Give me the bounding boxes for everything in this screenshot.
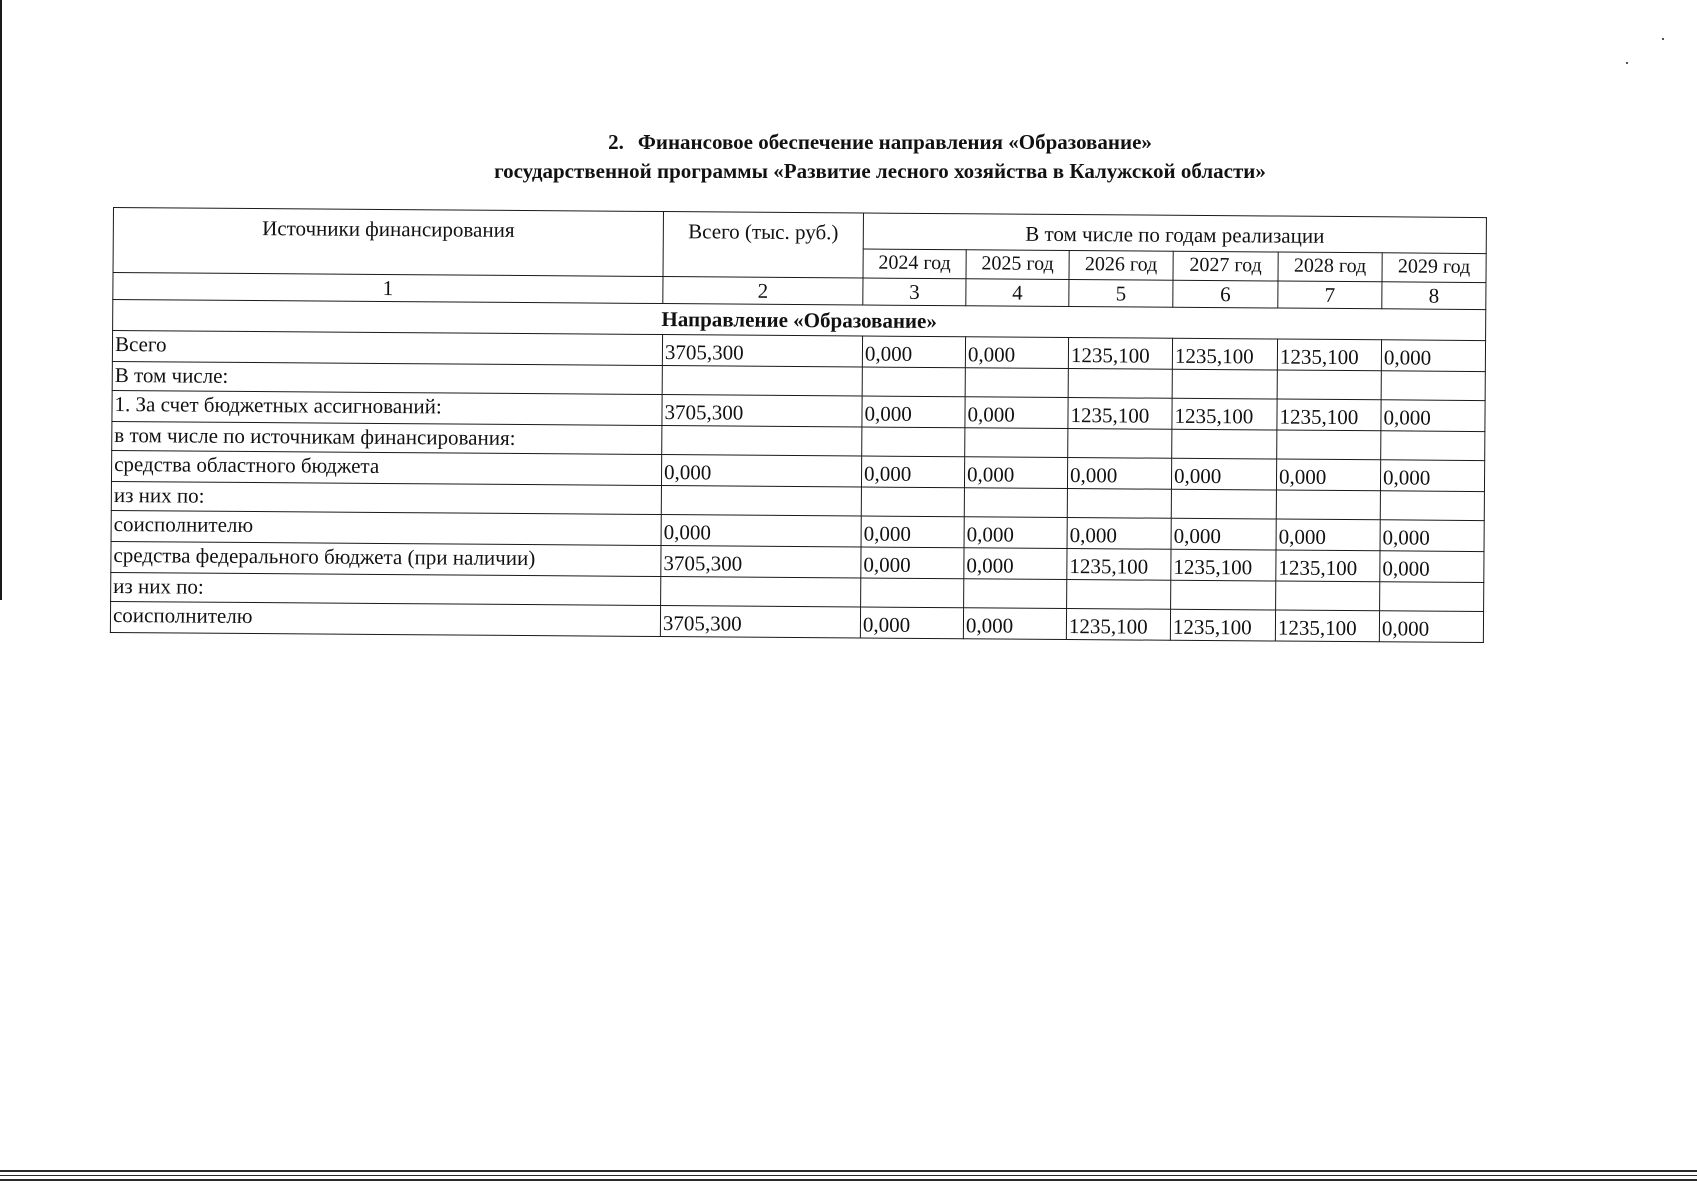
- row-year-cell: 0,000: [1276, 459, 1380, 491]
- row-year-cell: [1171, 489, 1276, 519]
- header-year: 2024 год: [863, 249, 966, 279]
- row-year-cell: 0,000: [861, 456, 964, 488]
- row-year-cell: 1235,100: [1275, 610, 1379, 642]
- row-year-cell: 0,000: [1380, 460, 1484, 492]
- row-year-cell: [1172, 369, 1277, 399]
- row-year-cell: 0,000: [862, 336, 965, 368]
- title-line-2: государственной программы «Развитие лесного хозяйства в Калужской области»: [494, 159, 1266, 183]
- row-total-cell: [661, 486, 861, 516]
- row-year-cell: 0,000: [1171, 518, 1276, 550]
- row-year-cell: 0,000: [861, 547, 964, 579]
- header-year: 2026 год: [1069, 250, 1173, 280]
- row-label: средства областного бюджета: [111, 450, 661, 485]
- row-label: соисполнителю: [111, 510, 661, 545]
- row-year-cell: 0,000: [862, 396, 965, 428]
- scan-border-bottom: [0, 1170, 1697, 1184]
- row-year-cell: 0,000: [964, 517, 1067, 549]
- row-year-cell: 1235,100: [1170, 609, 1275, 641]
- row-total-cell: 0,000: [661, 455, 861, 487]
- row-label: 1. За счет бюджетных ассигнований:: [112, 390, 662, 425]
- column-number: 1: [113, 273, 663, 304]
- row-year-cell: [1172, 429, 1277, 459]
- row-total-cell: 0,000: [661, 515, 861, 547]
- row-label: из них по:: [111, 572, 661, 605]
- row-year-cell: 1235,100: [1068, 338, 1172, 370]
- title-line-1: [120, 128, 1640, 157]
- row-year-cell: [1380, 491, 1484, 521]
- column-number: 3: [863, 278, 966, 306]
- row-label: Всего: [112, 331, 662, 366]
- row-year-cell: [1277, 430, 1381, 460]
- column-number: 7: [1278, 281, 1382, 309]
- row-year-cell: [1277, 370, 1381, 400]
- row-year-cell: [1381, 431, 1485, 461]
- column-number: 5: [1069, 280, 1173, 308]
- row-label: В том числе:: [112, 361, 662, 394]
- row-year-cell: 1235,100: [1277, 339, 1381, 371]
- row-year-cell: [1171, 580, 1276, 610]
- row-year-cell: [861, 578, 964, 608]
- table-body: [110, 331, 1485, 643]
- row-year-cell: 0,000: [1381, 340, 1485, 372]
- row-total-cell: 3705,300: [662, 395, 862, 427]
- row-year-cell: [964, 579, 1067, 609]
- scan-border-left: [0, 0, 2, 600]
- financing-table: [110, 207, 1487, 643]
- row-year-cell: 1235,100: [1171, 549, 1276, 581]
- row-year-cell: 0,000: [1067, 518, 1171, 550]
- column-number: 6: [1173, 280, 1278, 308]
- row-year-cell: 0,000: [1380, 520, 1484, 552]
- row-total-cell: [662, 426, 862, 456]
- header-year: 2027 год: [1173, 251, 1278, 281]
- scan-speck: [1626, 62, 1628, 64]
- row-year-cell: [862, 367, 965, 397]
- row-year-cell: 0,000: [861, 516, 964, 548]
- row-label: в том числе по источникам финансирования:: [112, 421, 662, 454]
- row-year-cell: 0,000: [963, 608, 1066, 640]
- row-total-cell: 3705,300: [662, 335, 862, 367]
- header-year: 2029 год: [1382, 253, 1486, 283]
- row-year-cell: 0,000: [1276, 519, 1380, 551]
- column-number: 2: [663, 277, 863, 305]
- table-header-row: [113, 208, 1486, 254]
- row-year-cell: 1235,100: [1276, 550, 1380, 582]
- row-label: из них по:: [111, 481, 661, 514]
- row-year-cell: 1235,100: [1066, 609, 1170, 641]
- row-year-cell: [965, 428, 1068, 458]
- row-total-cell: 3705,300: [661, 546, 861, 578]
- row-year-cell: [862, 427, 965, 457]
- row-year-cell: 0,000: [964, 548, 1067, 580]
- row-year-cell: 1235,100: [1172, 398, 1277, 430]
- title-line-1-text: Финансовое обеспечение направления «Образование»: [637, 130, 1152, 154]
- row-year-cell: 0,000: [1067, 458, 1171, 490]
- row-year-cell: 0,000: [965, 337, 1068, 369]
- header-years-group: В том числе по годам реализации: [863, 213, 1486, 253]
- row-total-cell: [661, 577, 861, 607]
- row-year-cell: [1276, 581, 1380, 611]
- row-year-cell: [1381, 371, 1485, 401]
- scan-speck: [1662, 38, 1664, 40]
- row-label: соисполнителю: [110, 601, 660, 636]
- header-year: 2028 год: [1278, 252, 1382, 282]
- row-year-cell: [1068, 429, 1172, 459]
- row-year-cell: [1276, 490, 1380, 520]
- row-year-cell: 0,000: [1380, 551, 1484, 583]
- row-year-cell: 0,000: [1379, 611, 1483, 643]
- row-year-cell: [1068, 369, 1172, 399]
- row-year-cell: 1235,100: [1172, 338, 1277, 370]
- row-year-cell: [861, 487, 964, 517]
- row-year-cell: 0,000: [860, 607, 963, 639]
- header-year: 2025 год: [966, 250, 1069, 280]
- row-year-cell: 1235,100: [1068, 398, 1172, 430]
- row-label: средства федерального бюджета (при наличии): [111, 541, 661, 576]
- row-year-cell: 0,000: [964, 457, 1067, 489]
- document-title: [120, 128, 1640, 186]
- row-total-cell: 3705,300: [660, 606, 860, 638]
- row-year-cell: 0,000: [965, 397, 1068, 429]
- row-year-cell: [964, 488, 1067, 518]
- row-year-cell: [1067, 580, 1171, 610]
- row-year-cell: [1380, 582, 1484, 612]
- row-year-cell: 1235,100: [1277, 399, 1381, 431]
- header-sources: Источники финансирования: [113, 208, 663, 277]
- header-total: Всего (тыс. руб.): [663, 212, 863, 278]
- column-number: 4: [966, 279, 1069, 307]
- row-total-cell: [662, 366, 862, 396]
- row-year-cell: [965, 368, 1068, 398]
- row-year-cell: 0,000: [1171, 458, 1276, 490]
- row-year-cell: [1067, 489, 1171, 519]
- title-number: 2.: [608, 130, 624, 154]
- row-year-cell: 1235,100: [1067, 549, 1171, 581]
- column-number: 8: [1382, 282, 1486, 310]
- section-title: Направление «Образование»: [113, 300, 1486, 341]
- row-year-cell: 0,000: [1381, 400, 1485, 432]
